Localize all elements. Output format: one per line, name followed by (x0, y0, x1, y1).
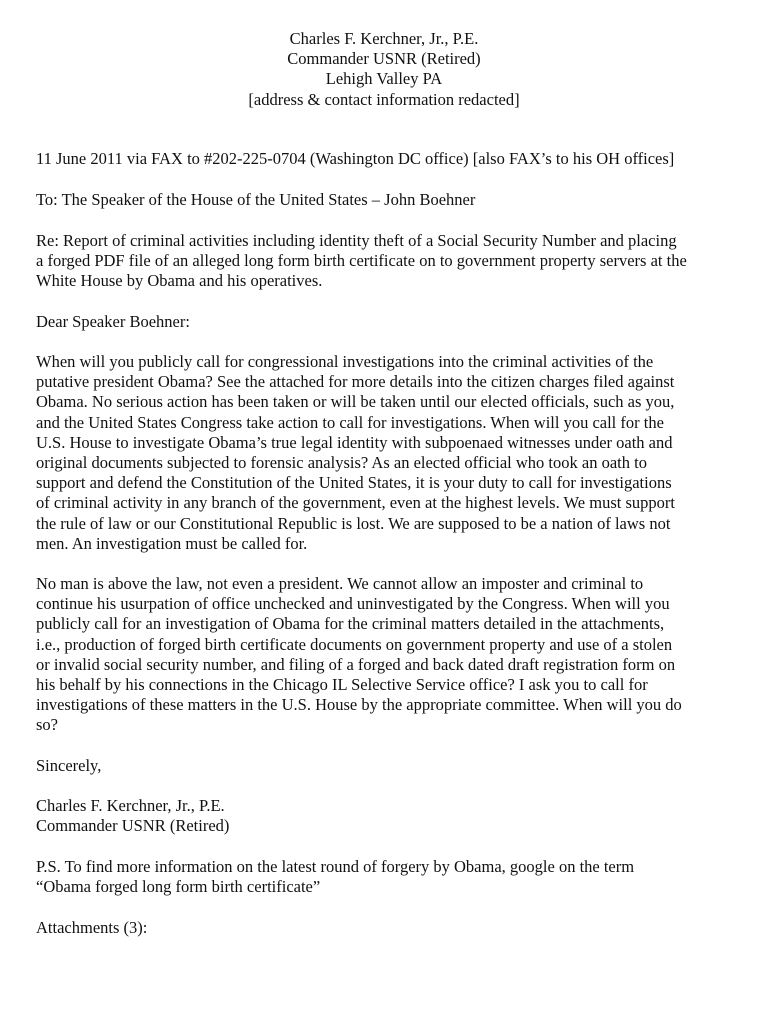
sender-name: Charles F. Kerchner, Jr., P.E. (289, 29, 479, 48)
closing: Sincerely, (36, 756, 102, 775)
paragraph-line: No man is above the law, not even a president. We cannot allow an imposter and criminal to (36, 574, 644, 593)
postscript-line: P.S. To find more information on the latest round of forgery by Obama, google on the term (36, 857, 635, 876)
paragraph-line: and the United States Congress take action to call for investigations. When will you call for the (36, 412, 664, 432)
paragraph-line: investigations of these matters in the U.S. House by the appropriate committee. When will you do (36, 695, 682, 715)
paragraph-1 (36, 352, 736, 554)
paragraph-line: putative president Obama? See the attached for more details into the citizen charges filed against (36, 372, 675, 392)
signature-rank: Commander USNR (Retired) (36, 816, 230, 836)
paragraph-line: original documents subjected to forensic analysis? As an elected official who took an oath to (36, 453, 647, 473)
signature-name: Charles F. Kerchner, Jr., P.E. (36, 796, 225, 815)
paragraph-line: i.e., production of forged birth certificate documents on government property and use of a stolen (36, 634, 673, 654)
salutation: Dear Speaker Boehner: (36, 312, 190, 331)
postscript-line: “Obama forged long form birth certificate” (36, 877, 321, 897)
paragraph-line: U.S. House to investigate Obama’s true legal identity with subpoenaed witnesses under oath and (36, 432, 673, 452)
letterhead (0, 29, 768, 110)
to-line: To: The Speaker of the House of the United States – John Boehner (36, 190, 476, 209)
paragraph-line: or invalid social security number, and filing of a forged and back dated draft registration form on (36, 654, 676, 674)
paragraph-line: support and defend the Constitution of the United States, it is your duty to call for investigations (36, 473, 672, 493)
paragraph-line: his behalf by his connections in the Chicago IL Selective Service office? I ask you to call for (36, 675, 648, 695)
postscript (36, 857, 736, 897)
paragraph-2 (36, 574, 736, 736)
paragraph-line: Obama. No serious action has been taken or will be taken until our elected officials, such as you, (36, 392, 675, 412)
paragraph-line: When will you publicly call for congressional investigations into the criminal activities of the (36, 352, 654, 371)
date-line: 11 June 2011 via FAX to #202-225-0704 (Washington DC office) [also FAX’s to his OH offices] (36, 149, 675, 168)
re-line: a forged PDF file of an alleged long form birth certificate on to government property servers at the (36, 251, 687, 271)
sender-location: Lehigh Valley PA (325, 69, 443, 89)
signature (36, 796, 736, 836)
paragraph-line: the rule of law or our Constitutional Republic is lost. We are supposed to be a nation of laws not (36, 513, 671, 533)
paragraph-line: men. An investigation must be called for. (36, 533, 308, 553)
redacted-contact: [address & contact information redacted] (248, 89, 520, 109)
paragraph-line: publicly call for an investigation of Obama for the criminal matters detailed in the attachments, (36, 614, 665, 634)
re-line: Re: Report of criminal activities including identity theft of a Social Security Number and placing (36, 231, 677, 250)
attachments-label: Attachments (3): (36, 918, 148, 937)
paragraph-line: continue his usurpation of office unchecked and uninvestigated by the Congress. When will you (36, 594, 670, 614)
paragraph-line: so? (36, 715, 58, 735)
sender-rank: Commander USNR (Retired) (287, 49, 481, 69)
re-section (36, 231, 736, 292)
paragraph-line: of criminal activity in any branch of the government, even at the highest levels. We must support (36, 493, 675, 513)
re-line: White House by Obama and his operatives. (36, 271, 323, 291)
